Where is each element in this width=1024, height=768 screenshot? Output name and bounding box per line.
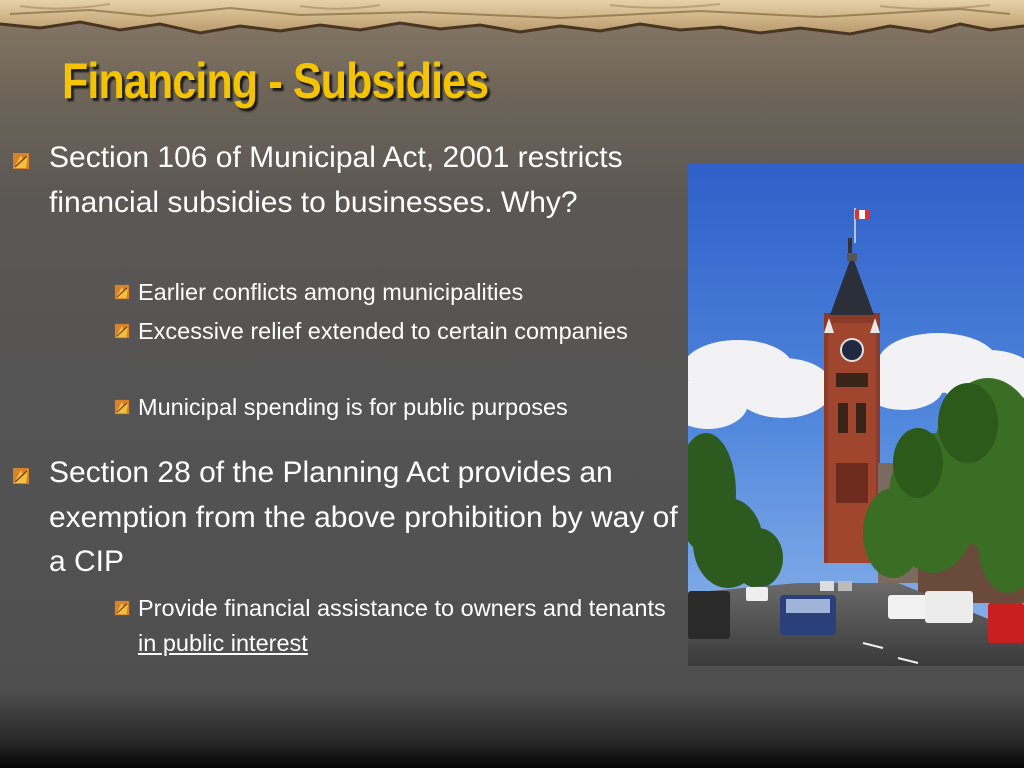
sub-bullet-earlier-conflicts: Earlier conflicts among municipalities xyxy=(138,279,524,305)
town-hall-street-photo xyxy=(688,163,1024,666)
sub-bullet-text: Provide financial assistance to owners and tenants xyxy=(138,595,666,621)
slide-title: Financing - Subsidies xyxy=(62,53,489,109)
leaf-bullet-icon xyxy=(114,323,130,339)
leaf-bullet-icon xyxy=(12,467,30,485)
leaf-bullet-icon xyxy=(12,152,30,170)
leaf-bullet-icon xyxy=(114,399,130,415)
leaf-bullet-icon xyxy=(114,600,130,616)
sub-bullet-municipal-spending: Municipal spending is for public purposes xyxy=(138,394,568,420)
sub-bullet-financial-assistance xyxy=(138,591,683,661)
in-public-interest-link[interactable]: in public interest xyxy=(138,630,308,656)
leaf-bullet-icon xyxy=(114,284,130,300)
sub-bullet-excessive-relief: Excessive relief extended to certain companies xyxy=(138,318,628,344)
bullet-section-106: Section 106 of Municipal Act, 2001 restricts financial subsidies to businesses. Why? xyxy=(49,141,623,219)
bullet-section-28: Section 28 of the Planning Act provides an exemption from the above prohibition by way of a CIP xyxy=(49,456,678,578)
